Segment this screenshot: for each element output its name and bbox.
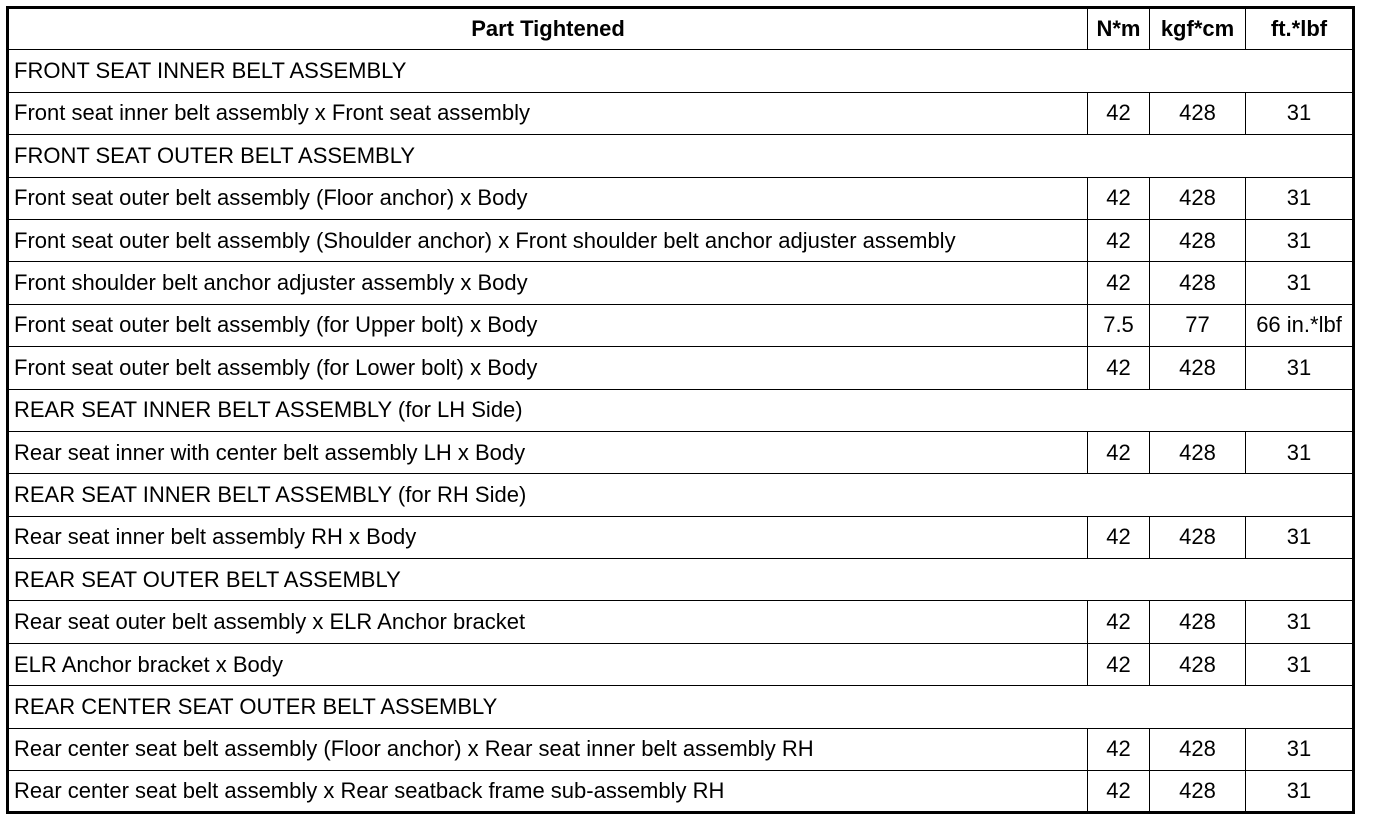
nm-value-cell: 42: [1088, 262, 1150, 304]
table-header-row: [8, 8, 1354, 50]
part-cell: ELR Anchor bracket x Body: [8, 643, 1088, 685]
header-part-tightened: Part Tightened: [8, 8, 1088, 50]
section-row: [8, 135, 1354, 177]
table-row: [8, 92, 1354, 134]
kgf-cm-value-cell: 428: [1150, 431, 1246, 473]
table-row: [8, 219, 1354, 261]
nm-value-cell: 42: [1088, 601, 1150, 643]
ft-lbf-value-cell: 66 in.*lbf: [1246, 304, 1354, 346]
kgf-cm-value-cell: 428: [1150, 219, 1246, 261]
ft-lbf-value-cell: 31: [1246, 771, 1354, 813]
kgf-cm-value-cell: 428: [1150, 516, 1246, 558]
ft-lbf-value-cell: 31: [1246, 516, 1354, 558]
nm-value-cell: 42: [1088, 219, 1150, 261]
section-row: [8, 559, 1354, 601]
section-title: REAR SEAT INNER BELT ASSEMBLY (for RH Side): [8, 474, 1354, 516]
section-row: [8, 389, 1354, 431]
section-title: FRONT SEAT INNER BELT ASSEMBLY: [8, 50, 1354, 92]
table-row: [8, 516, 1354, 558]
part-cell: Front seat outer belt assembly (Floor anchor) x Body: [8, 177, 1088, 219]
section-title: FRONT SEAT OUTER BELT ASSEMBLY: [8, 135, 1354, 177]
part-cell: Rear seat outer belt assembly x ELR Anchor bracket: [8, 601, 1088, 643]
nm-value-cell: 42: [1088, 431, 1150, 473]
ft-lbf-value-cell: 31: [1246, 92, 1354, 134]
kgf-cm-value-cell: 428: [1150, 347, 1246, 389]
kgf-cm-value-cell: 428: [1150, 643, 1246, 685]
kgf-cm-value-cell: 428: [1150, 92, 1246, 134]
table-row: [8, 431, 1354, 473]
nm-value-cell: 42: [1088, 643, 1150, 685]
table-row: [8, 304, 1354, 346]
nm-value-cell: 42: [1088, 728, 1150, 770]
nm-value-cell: 42: [1088, 347, 1150, 389]
kgf-cm-value-cell: 77: [1150, 304, 1246, 346]
section-row: [8, 686, 1354, 728]
torque-spec-table: [6, 6, 1355, 814]
nm-value-cell: 42: [1088, 92, 1150, 134]
part-cell: Front seat outer belt assembly (for Upper bolt) x Body: [8, 304, 1088, 346]
table-row: [8, 347, 1354, 389]
ft-lbf-value-cell: 31: [1246, 177, 1354, 219]
part-cell: Rear seat inner with center belt assembly LH x Body: [8, 431, 1088, 473]
header-nm: N*m: [1088, 8, 1150, 50]
section-row: [8, 474, 1354, 516]
table-row: [8, 771, 1354, 813]
section-title: REAR CENTER SEAT OUTER BELT ASSEMBLY: [8, 686, 1354, 728]
table-row: [8, 643, 1354, 685]
section-title: REAR SEAT INNER BELT ASSEMBLY (for LH Side): [8, 389, 1354, 431]
part-cell: Front seat outer belt assembly (for Lower bolt) x Body: [8, 347, 1088, 389]
kgf-cm-value-cell: 428: [1150, 728, 1246, 770]
ft-lbf-value-cell: 31: [1246, 643, 1354, 685]
table-row: [8, 601, 1354, 643]
header-ft-lbf: ft.*lbf: [1246, 8, 1354, 50]
part-cell: Rear seat inner belt assembly RH x Body: [8, 516, 1088, 558]
part-cell: Front shoulder belt anchor adjuster assembly x Body: [8, 262, 1088, 304]
ft-lbf-value-cell: 31: [1246, 728, 1354, 770]
header-kgf-cm: kgf*cm: [1150, 8, 1246, 50]
kgf-cm-value-cell: 428: [1150, 771, 1246, 813]
table-body: [8, 50, 1354, 813]
table-row: [8, 177, 1354, 219]
ft-lbf-value-cell: 31: [1246, 347, 1354, 389]
kgf-cm-value-cell: 428: [1150, 262, 1246, 304]
nm-value-cell: 42: [1088, 177, 1150, 219]
nm-value-cell: 7.5: [1088, 304, 1150, 346]
table-row: [8, 728, 1354, 770]
nm-value-cell: 42: [1088, 771, 1150, 813]
section-title: REAR SEAT OUTER BELT ASSEMBLY: [8, 559, 1354, 601]
part-cell: Front seat outer belt assembly (Shoulder anchor) x Front shoulder belt anchor adjuster assembly: [8, 219, 1088, 261]
ft-lbf-value-cell: 31: [1246, 262, 1354, 304]
kgf-cm-value-cell: 428: [1150, 177, 1246, 219]
ft-lbf-value-cell: 31: [1246, 601, 1354, 643]
table-row: [8, 262, 1354, 304]
part-cell: Front seat inner belt assembly x Front seat assembly: [8, 92, 1088, 134]
ft-lbf-value-cell: 31: [1246, 431, 1354, 473]
part-cell: Rear center seat belt assembly (Floor anchor) x Rear seat inner belt assembly RH: [8, 728, 1088, 770]
kgf-cm-value-cell: 428: [1150, 601, 1246, 643]
ft-lbf-value-cell: 31: [1246, 219, 1354, 261]
nm-value-cell: 42: [1088, 516, 1150, 558]
part-cell: Rear center seat belt assembly x Rear seatback frame sub-assembly RH: [8, 771, 1088, 813]
section-row: [8, 50, 1354, 92]
